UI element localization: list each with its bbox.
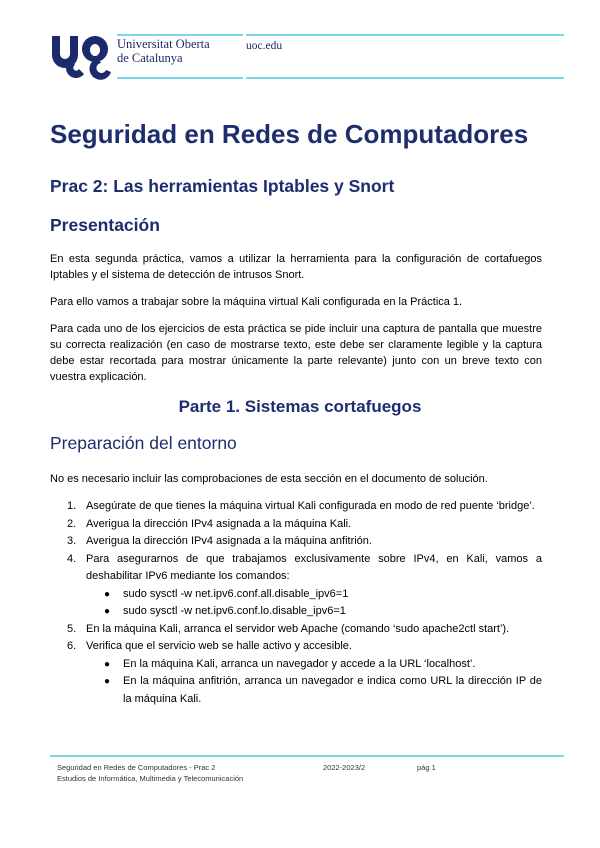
paragraph: Para cada uno de los ejercicios de esta práctica se pide incluir una captura de pantalla que muestre su correcta realización (en caso de mostrarse texto, este debe ser claramente legible y la captura debe estar recortada para mostrar únicamente la parte relevante) junto con un breve texto con vuestra explicación. [50, 323, 542, 383]
footer-rule [50, 755, 564, 757]
sub-list-item [86, 603, 542, 621]
step-number: 4. [67, 552, 77, 565]
step-text: Verifica que el servicio web se halle activo y accesible. [86, 640, 352, 652]
command-text: sudo sysctl -w net.ipv6.conf.all.disable_ipv6=1 [123, 587, 349, 600]
step-text: Para asegurarnos de que trabajamos exclusivamente sobre IPv4, en Kali, vamos a deshabilitar IPv6 mediante los comandos: [86, 552, 542, 582]
university-name-line1: Universitat Oberta [117, 37, 210, 51]
step-text: Asegúrate de que tienes la máquina virtual Kali configurada en modo de red puente ‘bridge’. [86, 500, 535, 512]
section-heading-presentacion: Presentación [50, 215, 160, 235]
university-name-line2: de Catalunya [117, 51, 183, 65]
section-heading-preparacion: Preparación del entorno [50, 433, 237, 453]
command-text: sudo sysctl -w net.ipv6.conf.lo.disable_ipv6=1 [123, 605, 346, 617]
list-item [50, 498, 542, 516]
header-rule-bottom-left [117, 77, 243, 79]
paragraph: Para ello vamos a trabajar sobre la máquina virtual Kali configurada en la Práctica 1. [50, 296, 463, 308]
bullet-icon: ● [104, 588, 111, 600]
sub-item-text: En la máquina Kali, arranca un navegador y accede a la URL ‘localhost’. [123, 657, 476, 670]
footer-page-number: pág 1 [417, 763, 436, 772]
list-item [50, 516, 542, 534]
bullet-icon: ● [104, 658, 111, 670]
list-item [50, 621, 542, 639]
steps-list [50, 498, 542, 708]
footer-studies: Estudios de Informática, Multimedia y Telecomunicación [57, 774, 244, 783]
step-number: 5. [67, 622, 77, 635]
footer-course: Seguridad en Redes de Computadores - Prac 2 [57, 763, 216, 772]
section-intro: No es necesario incluir las comprobaciones de esta sección en el documento de solución. [50, 473, 488, 485]
sub-list [86, 586, 542, 621]
header-rule-bottom-right [246, 77, 564, 79]
header-rule-top-left [117, 34, 243, 36]
uoc-logo [50, 34, 112, 80]
paragraph: En esta segunda práctica, vamos a utilizar la herramienta para la configuración de cortafuegos Iptables y el sistema de detección de intrusos Snort. [50, 253, 542, 281]
footer-year: 2022-2023/2 [323, 763, 366, 772]
list-item [50, 638, 542, 708]
sub-list-item [86, 586, 542, 604]
sub-list [86, 656, 542, 709]
sub-item-text: En la máquina anfitrión, arranca un navegador e indica como URL la dirección IP de la máquina Kali. [123, 675, 542, 705]
header-rule-top-right [246, 34, 564, 36]
bullet-icon: ● [104, 676, 111, 687]
document-title: Seguridad en Redes de Computadores [50, 119, 529, 149]
step-number: 3. [67, 535, 77, 547]
step-number: 6. [67, 640, 77, 652]
document-subtitle: Prac 2: Las herramientas Iptables y Snort [50, 176, 395, 196]
step-text: Averigua la dirección IPv4 asignada a la máquina anfitrión. [86, 535, 372, 547]
step-text: En la máquina Kali, arranca el servidor web Apache (comando ‘sudo apache2ctl start’). [86, 622, 510, 635]
part-heading: Parte 1. Sistemas cortafuegos [178, 397, 422, 416]
bullet-icon: ● [104, 606, 111, 617]
list-item [50, 551, 542, 621]
step-number: 1. [67, 500, 77, 512]
step-number: 2. [67, 517, 77, 530]
university-url: uoc.edu [246, 40, 283, 52]
step-text: Averigua la dirección IPv4 asignada a la máquina Kali. [86, 517, 352, 530]
sub-list-item [86, 656, 542, 674]
list-item [50, 533, 542, 551]
sub-list-item [86, 673, 542, 708]
